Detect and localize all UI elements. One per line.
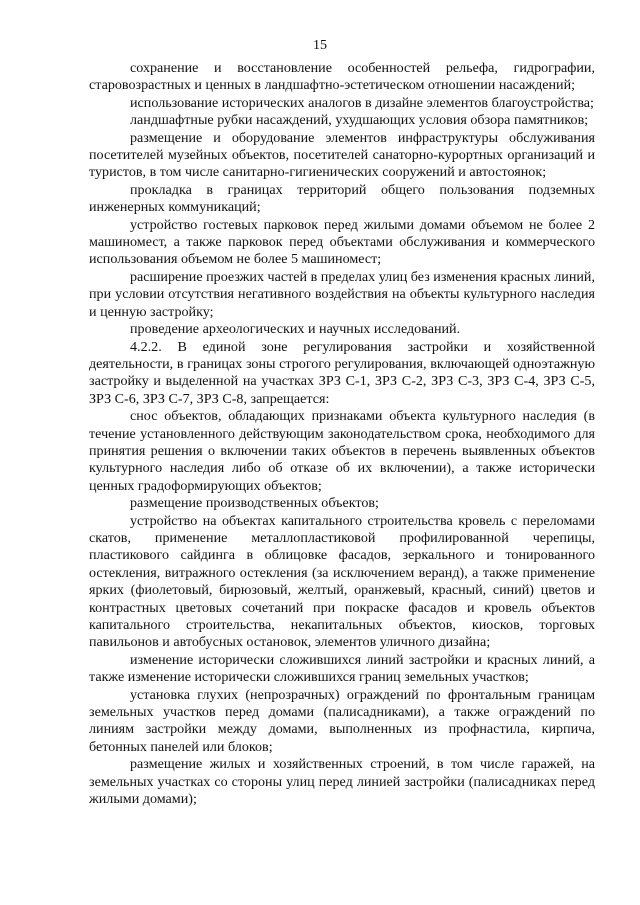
paragraph-landscape-felling: ландшафтные рубки насаждений, ухудшающих условия обзора памятников; (130, 112, 589, 129)
paragraph-residential-structures: размещение жилых и хозяйственных строений, в том числе гаражей, на земельных участках со стороны улиц перед линией застройки (палисадниках перед жилыми домами); (89, 756, 595, 808)
paragraph-relief-preservation: сохранение и восстановление особенностей рельефа, гидрографии, старовозрастных и ценных в ландшафтно-эстетическом отношении насаждений; (89, 60, 595, 94)
paragraph-production-objects: размещение производственных объектов; (130, 495, 379, 512)
paragraph-archaeology: проведение археологических и научных исследований. (130, 321, 461, 338)
paragraph-demolition: снос объектов, обладающих признаками объекта культурного наследия (в течение установленного действующим законодательством срока, необходимого для принятия решения о включении таких объектов в перечень выявленных объектов культурного наследия либо об отказе об их включении), а также исторически ценных градоформирующих объектов; (89, 408, 595, 494)
paragraph-underground-utilities: прокладка в границах территорий общего пользования подземных инженерных коммуникаций; (89, 181, 595, 216)
paragraph-infrastructure: размещение и оборудование элементов инфраструктуры обслуживания посетителей музейных объектов, посетителей санаторно-курортных организаций и туристов, в том числе санитарно-гигиенических сооружений и автостоянок; (89, 129, 595, 181)
paragraph-guest-parking: устройство гостевых парковок перед жилыми домами объемом не более 2 машиномест, а также парковок перед объектами обслуживания и коммерческого использования объемом не более 5 машиномест; (89, 216, 595, 268)
paragraph-building-lines: изменение исторически сложившихся линий застройки и красных линий, а также изменение исторически сложившихся границ земельных участков; (89, 651, 595, 686)
paragraph-historical-analogues: использование исторических аналогов в дизайне элементов благоустройства; (130, 94, 594, 111)
paragraph-section-4-2-2: 4.2.2. В единой зоне регулирования застройки и хозяйственной деятельности, в границах зоны строгого регулирования, включающей одноэтажную застройку и выделенной на участках ЗРЗ С-1, ЗРЗ С-2, ЗРЗ С-3, ЗРЗ С-4, ЗРЗ С-5, ЗРЗ С-6, ЗРЗ С-7, ЗРЗ С-8, запрещается: (89, 338, 595, 407)
paragraph-roofing-facades: устройство на объектах капитального строительства кровель с переломами скатов, применение металлопластиковой профилированной черепицы, пластикового сайдинга в облицовке фасадов, зеркального и тонированного остекления, витражного остекления (за исключением веранд), а также применение ярких (фиолетовый, бирюзовый, желтый, оранжевый, красный, синий) цветов и контрастных цветовых сочетаний при покраске фасадов и кровель объектов капитального строительства, некапитальных объектов, киосков, торговых павильонов и автобусных остановок, элементов уличного дизайна; (89, 512, 595, 651)
page-number: 15 (313, 38, 327, 53)
paragraph-fences: установка глухих (непрозрачных) ограждений по фронтальным границам земельных участков перед домами (палисадниками), а также ограждений по линиям застройки между домами, выполненных из профнастила, кирпича, бетонных панелей или блоков; (89, 686, 595, 755)
paragraph-roadway-widening: расширение проезжих частей в пределах улиц без изменения красных линий, при условии отсутствия негативного воздействия на объекты культурного наследия и ценную застройку; (89, 268, 595, 320)
document-body (89, 60, 595, 808)
